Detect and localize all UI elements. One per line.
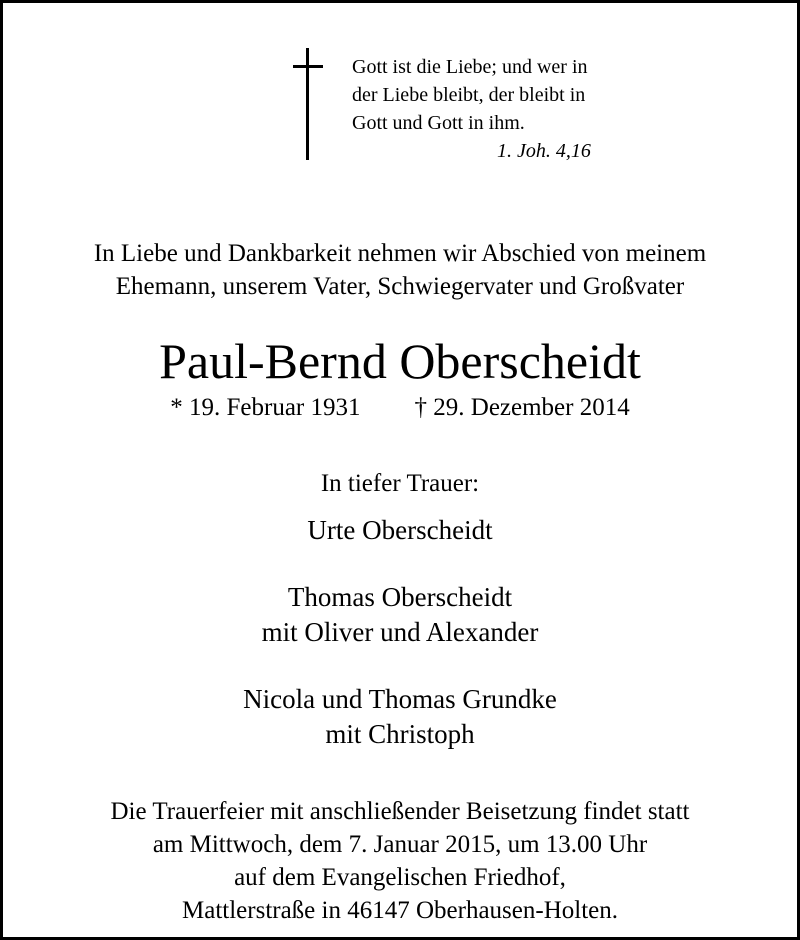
family-member: mit Oliver und Alexander [261,617,539,647]
death-date: † 29. Dezember 2014 [414,394,630,421]
ceremony-line: am Mittwoch, dem 7. Januar 2015, um 13.00 Uhr [152,831,648,858]
intro-line: Ehemann, unserem Vater, Schwiegervater und Großvater [115,273,685,300]
cross-icon-horizontal-bar [293,65,323,68]
life-dates [3,393,797,423]
verse-line: Gott ist die Liebe; und wer in [352,56,588,78]
verse-reference: 1. Joh. 4,16 [497,140,591,162]
family-member: mit Christoph [325,719,475,749]
verse-line: Gott und Gott in ihm. [352,112,525,134]
birth-date: * 19. Februar 1931 [170,394,361,421]
family-member: Nicola und Thomas Grundke [243,684,557,714]
verse-line: der Liebe bleibt, der bleibt in [352,84,586,106]
family-member: Thomas Oberscheidt [287,582,513,612]
bible-verse [352,53,591,165]
ceremony-details [3,795,797,927]
ceremony-line: Die Trauerfeier mit anschließender Beisetzung findet statt [110,798,690,825]
family-list [3,513,797,784]
family-group [3,513,797,548]
family-group [3,580,797,650]
ceremony-line: Mattlerstraße in 46147 Oberhausen-Holten. [182,897,618,924]
intro-text [3,237,797,303]
family-group [3,682,797,752]
intro-line: In Liebe und Dankbarkeit nehmen wir Abschied von meinem [93,240,707,267]
ceremony-line: auf dem Evangelischen Friedhof, [234,864,566,891]
family-member: Urte Oberscheidt [307,515,493,545]
deceased-name: Paul-Bernd Oberscheidt [159,333,641,389]
mourning-label: In tiefer Trauer: [320,470,480,497]
